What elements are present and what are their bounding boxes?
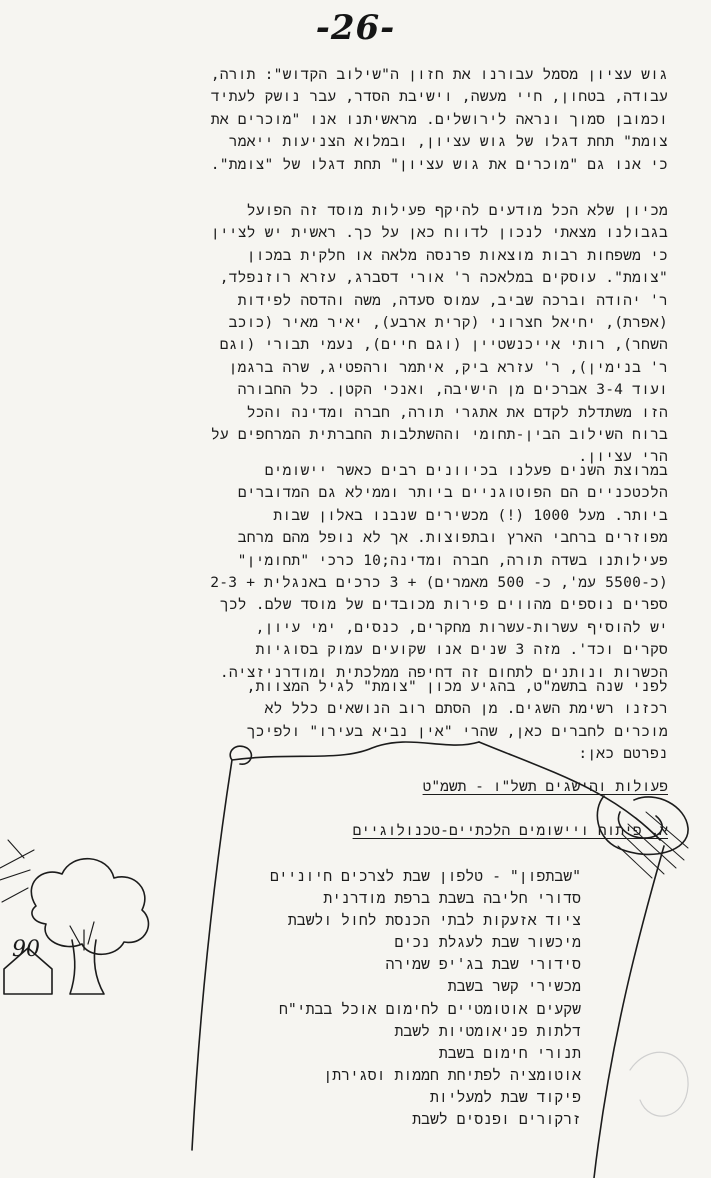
text-line: בגבולנו מצאתי לנכון לדווח כאן על כך. ראשית יש לציין — [210, 224, 668, 242]
text-line: מכיון שלא הכל מודעים להיקף פעילות מוסד זה הפועל — [246, 202, 668, 219]
text-line: הכשרות ונותנים לתחום זה דחיפה ממלכתית ומודרניזציה. — [219, 663, 668, 681]
text-line: ברוח השילוב הבין-תחומי וההשתלבות החברתית המרחפים על — [210, 426, 668, 444]
text-line: וכמובן סמוך ונראה לירושלים. מראשיתנו אנו "מוכרים את — [210, 110, 668, 128]
achievements-list — [141, 866, 581, 1131]
list-item: זרקורים ופנסים לשבת — [412, 1111, 581, 1129]
list-item: דלתות פניאומטיות לשבת — [394, 1022, 581, 1040]
paragraph-gush-etzion — [70, 64, 668, 176]
text-line: סקרים וכד'. מזה 3 שנים אנו שקועים עמוק בסוגיות — [255, 641, 668, 659]
text-line: נפרטם כאן: — [578, 745, 668, 763]
paragraph-activities — [70, 460, 668, 684]
text-line: ספרים נוספים מהווים פירות מכובדים של מוסד שלם. לכך — [219, 596, 668, 614]
paragraph-institute-staff — [70, 200, 668, 469]
tree-branches — [70, 922, 94, 950]
text-line: מוכרים לחברים כאן, שהרי "אין נביא בעירו" ולפיכך — [246, 722, 668, 740]
list-item: סדורי חליבה בשבת ברפת מודרנית — [323, 890, 581, 908]
list-item: מיכשור שבת לעגלת נכים — [394, 934, 581, 952]
list-item: פיקוד שבת למעליות — [429, 1088, 581, 1106]
house-number: 90 — [12, 937, 40, 962]
page-number: -26- — [315, 8, 396, 48]
section-a-title: א. פיתוח ויישומים הלכתיים-טכנולוגיים — [352, 822, 668, 839]
list-item: "שבתפון" - טלפון שבת לצרכים חיוניים — [269, 868, 581, 885]
text-line: הזו משתדלת לקדם את אתגרי תורה, חברה ומדינה והכל — [246, 403, 668, 421]
text-line: ביותר. מעל 1000 (!) מכשירים שנבנו באלון שבות — [273, 506, 668, 524]
scratch-marks — [0, 840, 34, 902]
text-line: ר' בנימין), ר' עזרא ביק, איתמר ורהפטיג, שרה ברגמן — [228, 358, 668, 376]
scroll-faint-curl — [630, 1052, 688, 1116]
tree-trunk — [70, 940, 104, 994]
text-line: הלכטכניים הם הפוטוגניים ביותר וממילא גם המדוברים — [237, 484, 668, 502]
text-line: "צומת". עוסקים במלאכה ר' אורי דסברג, עזרא רוזנפלד, — [219, 269, 668, 287]
list-item: תנורי חימום בשבת — [438, 1044, 581, 1062]
scroll-lower-edge — [594, 846, 664, 1178]
text-line: מפוזרים ברחבי הארץ ובתפוצות. אך לא נופל מהם מרחב — [237, 529, 668, 547]
text-line: גוש עציון מסמל עבורנו את חזון ה"שילוב הקדוש": תורה, — [210, 66, 668, 83]
text-line: (כ-5500 עמ', כ- 500 מאמרים) + 3 כרכים באנגלית + 2-3 — [210, 574, 668, 592]
text-line: ועוד 3-4 אברכים מן הישיבה, ואנכי הקטן. כל החבורה — [237, 381, 668, 399]
text-line: השחר), רותי אייכנשטיין (וגם חיים), נעמי תבורי (וגם — [219, 336, 668, 354]
paragraph-achievements-intro — [70, 676, 668, 766]
text-line: צומת" תחת דגלו של גוש עציון, ובמלוא הצניעות ייאמר — [228, 133, 668, 151]
text-line: כי משפחות רבות מוצאות פרנסה מלאה או חלקית במכון — [246, 246, 668, 264]
text-line: פעילותנו בשדה תורה, חברה ומדינה;10 כרכי "תחומין" — [237, 551, 668, 569]
text-line: עבודה, בטחון, חיי מעשה, וישיבת הסדר, עבר נושק לעתיד — [210, 88, 668, 106]
list-item: ציוד אזעקות לבתי הכנסת לחול ולשבת — [287, 912, 581, 930]
list-item: מכשירי קשר בשבת — [447, 978, 581, 996]
achievements-heading: פעולות והישגים תשל"ו - תשמ"ט — [422, 778, 668, 795]
text-line: במרוצת השנים פעלנו בכיוונים רבים כאשר יישומים — [264, 462, 668, 479]
list-item: סידורי שבת בג'יפ שמירה — [385, 956, 581, 974]
list-item: שקעים אוטומטיים לחימום אוכל בבתי"ח — [278, 1000, 581, 1018]
text-line: (אפרת), יחיאל חצרוני (קרית ארבע), יאיר מאיר (כוכב — [228, 314, 668, 332]
text-line: רכזנו רשימת השגים. מן הסתם רוב הנושאים כלל לא — [264, 700, 668, 718]
text-line: ר' יהודה וברכה שביב, עמוס סעדה, משה והדסה לפידות — [237, 291, 668, 309]
list-item: אוטומציה לפתיחת חממות וסגירתן — [323, 1066, 581, 1084]
text-line: הרי עציון. — [578, 448, 668, 466]
text-line: יש להוסיף עשרות-עשרות מחקרים, כנסים, ימי עיון, — [255, 618, 668, 636]
text-line: כי אנו גם "מוכרים את גוש עציון" תחת דגלו של "צומת". — [210, 155, 668, 173]
text-line: לפני שנה בתשמ"ט, בהגיע מכון "צומת" לגיל המצוות, — [246, 678, 668, 695]
